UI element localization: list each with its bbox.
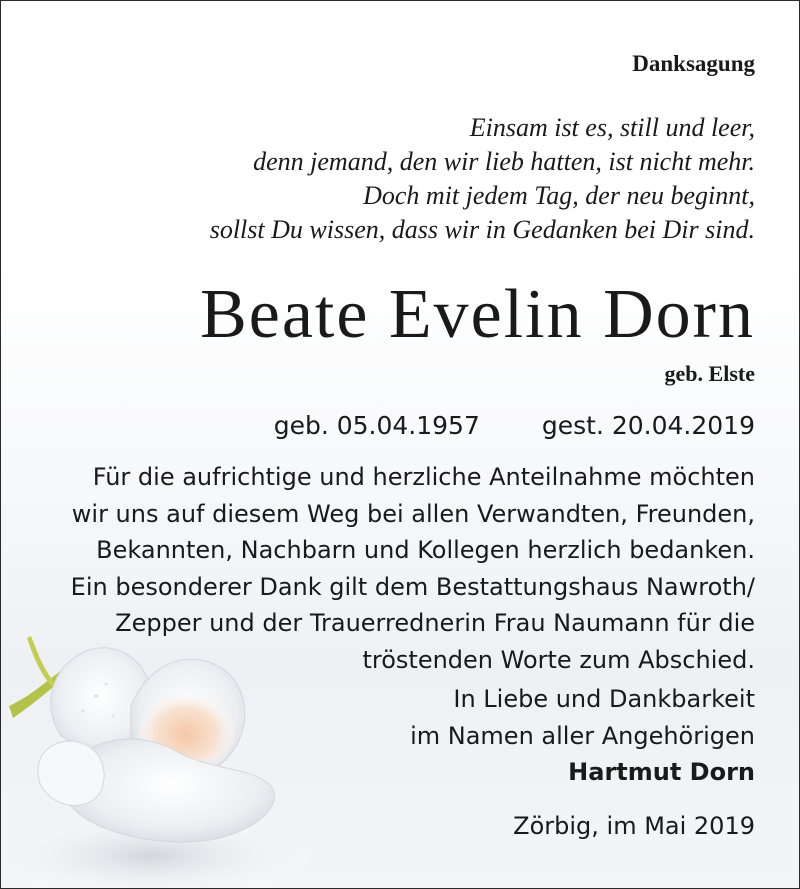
closing-block	[410, 681, 755, 791]
thanks-line: Ein besonderer Dank gilt dem Bestattungshaus Nawroth/	[70, 572, 755, 601]
poem	[210, 111, 755, 247]
notice-title: Danksagung	[632, 51, 755, 76]
poem-line: sollst Du wissen, dass wir in Gedanken bei Dir sind.	[209, 215, 755, 244]
poem-line: Einsam ist es, still und leer,	[469, 113, 755, 142]
poem-line: denn jemand, den wir lieb hatten, ist nicht mehr.	[253, 147, 755, 176]
death-date: gest. 20.04.2019	[541, 411, 755, 440]
place-date: Zörbig, im Mai 2019	[513, 812, 755, 840]
signer-name: Hartmut Dorn	[568, 758, 755, 786]
maiden-name: geb. Elste	[664, 361, 755, 386]
life-dates	[274, 411, 755, 440]
closing-line: im Namen aller Angehörigen	[410, 721, 755, 750]
thanks-line: Für die aufrichtige und herzliche Anteilnahme möchten	[92, 463, 755, 491]
thanks-line: Bekannten, Nachbarn und Kollegen herzlich bedanken.	[96, 536, 755, 564]
thanks-line: tröstenden Worte zum Abschied.	[362, 645, 755, 674]
thanks-line: wir uns auf diesem Weg bei allen Verwandten, Freunden,	[71, 499, 755, 528]
poem-line: Doch mit jedem Tag, der neu beginnt,	[363, 181, 755, 210]
birth-date: geb. 05.04.1957	[273, 411, 480, 440]
thanks-text	[71, 459, 755, 678]
deceased-name: Beate Evelin Dorn	[200, 276, 755, 353]
closing-line: In Liebe und Dankbarkeit	[453, 685, 755, 713]
thanks-line: Zepper und der Trauerrednerin Frau Naumann für die	[115, 609, 755, 637]
